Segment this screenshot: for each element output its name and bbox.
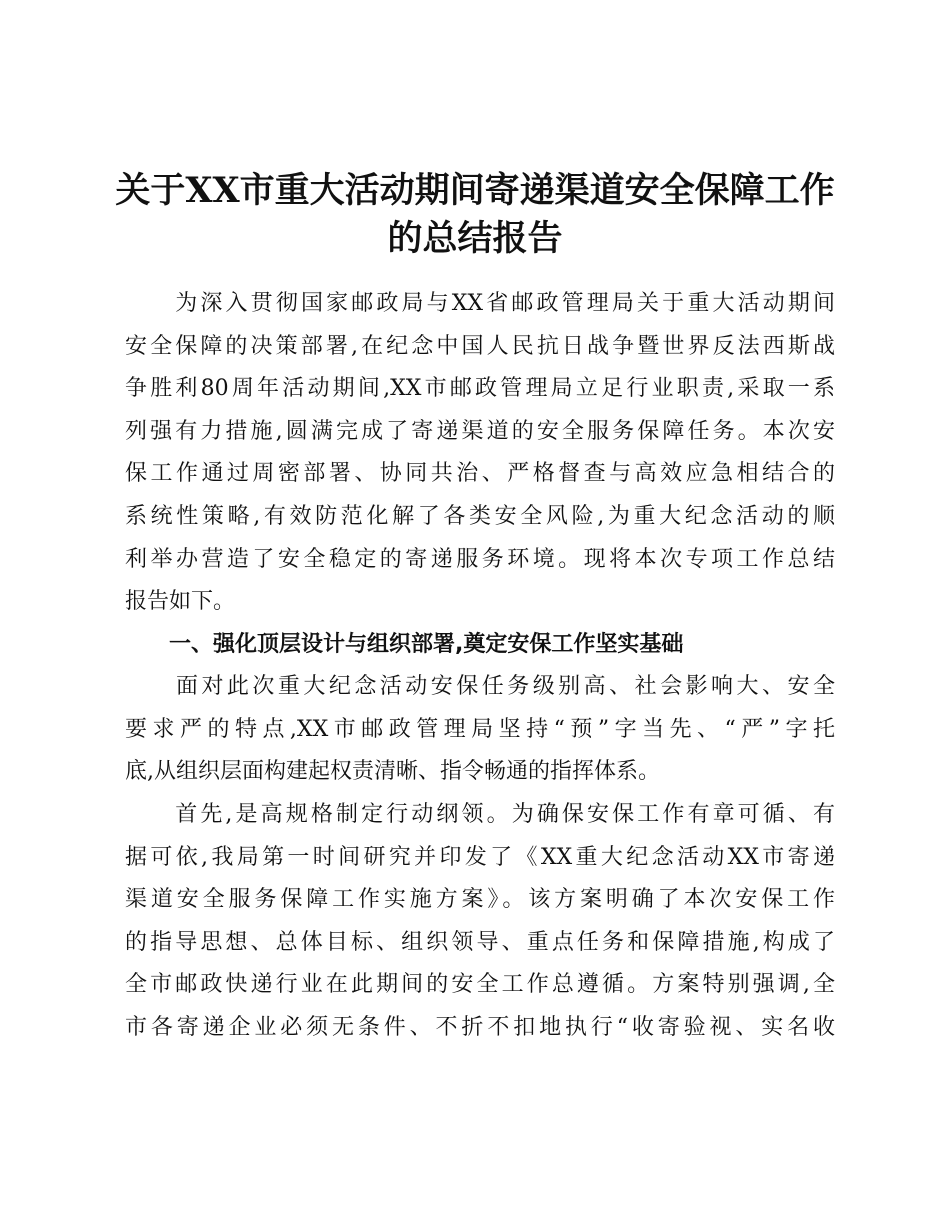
paragraph-line: 保工作通过周密部署、协同共治、严格督查与高效应急相结合的 <box>125 461 835 486</box>
paragraph-line: 市各寄递企业必须无条件、不折不扣地执行“收寄验视、实名收 <box>125 1015 835 1040</box>
paragraph-line: 的指导思想、总体目标、组织领导、重点任务和保障措施,构成了 <box>125 930 835 955</box>
paragraph-line: 列强有力措施,圆满完成了寄递渠道的安全服务保障任务。本次安 <box>125 419 835 444</box>
paragraph-line: 利举办营造了安全稳定的寄递服务环境。现将本次专项工作总结 <box>125 547 835 572</box>
document-title-line-2: 的总结报告 <box>387 218 563 259</box>
paragraph-line: 报告如下。 <box>125 589 236 614</box>
paragraph-line: 系统性策略,有效防范化解了各类安全风险,为重大纪念活动的顺 <box>125 504 835 529</box>
section-heading: 一、强化顶层设计与组织部署,奠定安保工作坚实基础 <box>125 632 684 657</box>
paragraph-line: 要求严的特点,XX市邮政管理局坚持“预”字当先、“严”字托 <box>125 717 835 742</box>
paragraph-line: 底,从组织层面构建起权责清晰、指令畅通的指挥体系。 <box>125 759 660 784</box>
paragraph-line: 渠道安全服务保障工作实施方案》。该方案明确了本次安保工作 <box>125 887 835 912</box>
paragraph-line: 争胜利80周年活动期间,XX市邮政管理局立足行业职责,采取一系 <box>125 376 835 401</box>
document-title-line-1: 关于XX市重大活动期间寄递渠道安全保障工作 <box>115 170 835 211</box>
paragraph-line: 安全保障的决策部署,在纪念中国人民抗日战争暨世界反法西斯战 <box>125 334 835 359</box>
paragraph-line: 全市邮政快递行业在此期间的安全工作总遵循。方案特别强调,全 <box>125 972 835 997</box>
paragraph-line: 首先,是高规格制定行动纲领。为确保安保工作有章可循、有 <box>125 802 835 827</box>
paragraph-line: 面对此次重大纪念活动安保任务级别高、社会影响大、安全 <box>125 674 835 699</box>
paragraph-line: 据可依,我局第一时间研究并印发了《XX重大纪念活动XX市寄递 <box>125 845 835 870</box>
paragraph-line: 为深入贯彻国家邮政局与XX省邮政管理局关于重大活动期间 <box>125 291 835 316</box>
